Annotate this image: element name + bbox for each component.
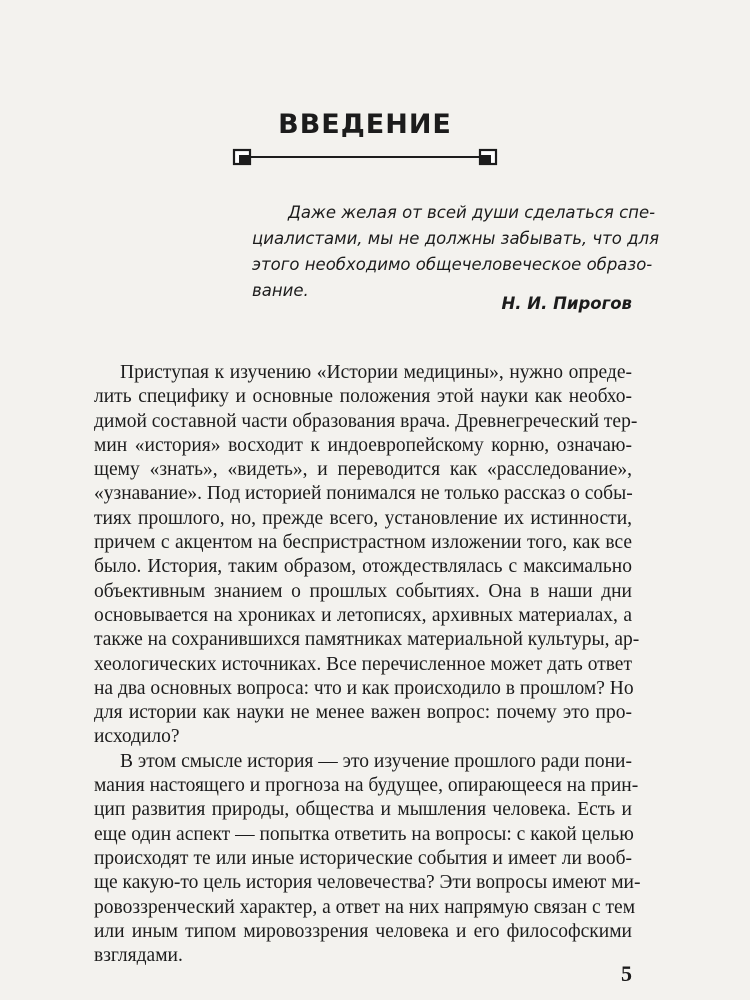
- epigraph-line: циалистами, мы не должны забывать, что для: [252, 229, 659, 248]
- epigraph-line: этого необходимо общечеловеческое образо-: [252, 255, 653, 274]
- body-line: ще какую-то цель история человечества? Эти вопросы имеют ми-: [94, 872, 641, 894]
- body-line: для истории как науки не менее важен вопрос: почему это про-: [94, 702, 632, 724]
- body-text: [94, 361, 641, 968]
- body-line: щему «знать», «видеть», и переводится как «расследование»,: [94, 459, 632, 481]
- epigraph-line: вание.: [252, 281, 309, 300]
- body-line: на два основных вопроса: что и как происходило в прошлом? Но: [94, 677, 634, 699]
- body-line: или иным типом мировоззрения человека и его философскими: [94, 920, 632, 942]
- body-line: димой составной части образования врача. Древнегреческий тер-: [94, 410, 638, 432]
- body-line: хеологических источниках. Все перечисленное может дать ответ: [94, 653, 632, 675]
- body-line: причем с акцентом на беспристрастном изложении того, как все: [94, 532, 632, 554]
- chapter-title: ВВЕДЕНИЕ: [278, 109, 452, 140]
- body-line: ровоззренческий характер, а ответ на них напрямую связан с тем: [94, 896, 636, 918]
- body-line: было. История, таким образом, отождествлялась с максимально: [94, 556, 632, 578]
- heading-divider: [230, 144, 500, 170]
- body-line: мин «история» восходит к индоевропейскому корню, означаю-: [94, 434, 632, 456]
- body-line: «узнавание». Под историей понимался не только рассказ о собы-: [94, 483, 633, 505]
- epigraph-author: Н. И. Пирогов: [501, 294, 632, 313]
- body-line: В этом смысле история — это изучение прошлого ради пони-: [120, 750, 632, 772]
- body-line: цип развития природы, общества и мышления человека. Есть и: [94, 799, 632, 821]
- body-line: Приступая к изучению «Истории медицины», нужно опреде-: [120, 362, 632, 383]
- divider-right-square: [480, 150, 496, 164]
- epigraph-line: Даже желая от всей души сделаться спе-: [288, 203, 656, 222]
- body-line: лить специфику и основные положения этой науки как необхо-: [94, 386, 632, 408]
- body-line: исходило?: [94, 726, 180, 748]
- body-line: тиях прошлого, но, прежде всего, установление их истинности,: [94, 507, 632, 529]
- body-line: взглядами.: [94, 945, 183, 967]
- body-line: также на сохранившихся памятниках материальной культуры, ар-: [94, 629, 640, 651]
- epigraph: [252, 200, 659, 304]
- page-number: 5: [621, 961, 632, 986]
- divider-left-square: [234, 150, 250, 164]
- body-line: еще один аспект — попытка ответить на вопросы: с какой целью: [94, 823, 634, 845]
- chapter-heading: [230, 108, 500, 170]
- body-line: происходят те или иные исторические события и имеет ли вооб-: [94, 847, 632, 869]
- body-line: мания настоящего и прогноза на будущее, опирающееся на прин-: [94, 775, 639, 797]
- body-line: основывается на хрониках и летописях, архивных материалах, а: [94, 604, 632, 626]
- body-line: объективным знанием о прошлых событиях. Она в наши дни: [94, 580, 632, 602]
